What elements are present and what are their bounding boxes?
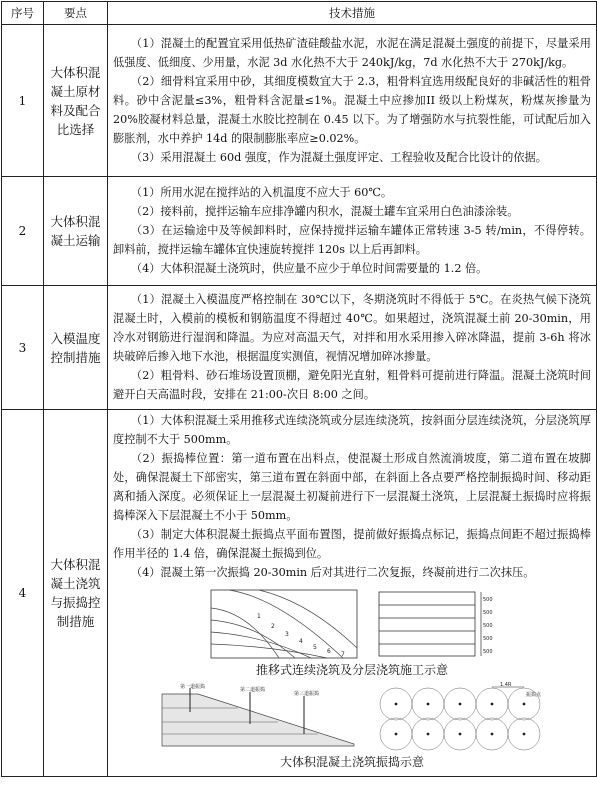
thickness-label: 500 — [483, 597, 493, 603]
row-measures — [108, 25, 597, 177]
row-key: 大体积混凝土浇筑与振捣控制措施 — [44, 410, 108, 777]
layer-label: 1 — [257, 613, 261, 620]
header-num: 序号 — [2, 2, 44, 25]
measure-paragraph: （2）细骨料宜采用中砂，其细度模数宜大于 2.3，粗骨料宜选用级配良好的非碱活性的粗骨料。砂中含泥量≤3%，粗骨料含泥量≤1%。混凝土中应掺加II 级以上粉煤灰，粉煤灰掺量为 20%胶凝材料总量，混凝土水胶比控制在 0.45 以下。为了增强防水与抗裂性能，可试配后加入膨胀剂，水中养护 14d 的限制膨胀率应≥0.02%。 — [113, 74, 591, 145]
row-number: 2 — [2, 177, 44, 286]
sloped-layer-pour-figure — [209, 588, 359, 660]
row-measures — [108, 177, 597, 286]
thickness-label: 500 — [483, 649, 493, 655]
figure-caption: 大体积混凝土浇筑振捣示意 — [279, 755, 424, 769]
row-key: 入模温度控制措施 — [44, 286, 108, 410]
table-row — [2, 177, 597, 286]
measure-paragraph: （1）大体积混凝土采用推移式连续浇筑或分层连续浇筑，按斜面分层连续浇筑，分层浇筑厚度控制不大于 500mm。 — [113, 414, 591, 446]
measure-paragraph: （1）混凝土入模温度严格控制在 30℃以下，冬期浇筑时不得低于 5℃。在炎热气候下浇筑混凝土时，入模前的模板和钢筋温度不得超过 40℃。如果超过，浇筑混凝土前 20-30min，用冷水对钢筋进行湿润和降温。为应对高温天气，对拌和用水采用掺入碎冰降温，提前 3-6h 将冰块破碎后掺入地下水池，根据温度实测值，视情况增加碎冰掺量。 — [113, 293, 591, 363]
layered-pour-figure — [377, 588, 495, 660]
header-key: 要点 — [44, 2, 108, 25]
measure-paragraph: （2）振捣棒位置：第一道布置在出料点，使混凝土形成自然流淌坡度，第二道布置在坡脚处，确保混凝土下部密实，第三道布置在斜面中部，在斜面上各点要严格控制振捣时间、移动距离和插入深度。必须保证上一层混凝土初凝前进行下一层混凝土浇筑，上层混凝土振捣时应将振捣棒深入下层混凝土不小于 50mm。 — [113, 452, 591, 522]
layer-label: 3 — [285, 631, 289, 638]
layer-label: 2 — [271, 623, 275, 630]
table-row — [2, 25, 597, 177]
vibration-section-figure — [158, 682, 358, 752]
row-measures — [108, 286, 597, 410]
point-label: 振捣点 — [526, 692, 542, 698]
measure-paragraph: （1）混凝土的配置宜采用低热矿渣硅酸盐水泥，水泥在满足混凝土强度的前提下，尽量采用低强度、低细度、少用量，水泥 3d 水化热不大于 240kJ/kg，7d 水化热不大于 270kJ/kg。 — [113, 36, 591, 69]
thickness-label: 500 — [483, 623, 493, 629]
row-number: 1 — [2, 25, 44, 177]
figure-row-2 — [113, 682, 591, 752]
measure-paragraph: （3）采用混凝土 60d 强度，作为混凝土强度评定、工程验收及配合比设计的依据。 — [130, 150, 547, 164]
layer-label: 4 — [299, 638, 303, 645]
header-measures: 技术措施 — [108, 2, 597, 25]
layer-label: 5 — [313, 644, 317, 651]
measure-paragraph: （1）所用水泥在搅拌站的入机温度不应大于 60℃。 — [130, 186, 393, 199]
table-row — [2, 410, 597, 777]
spacing-label: 1.4R — [500, 682, 512, 688]
row-key: 大体积混凝土原材料及配合比选择 — [44, 25, 108, 177]
vibrator-label: 第二道振捣 — [240, 687, 266, 693]
row-number: 4 — [2, 410, 44, 777]
measures-table — [1, 1, 597, 777]
measure-paragraph: （3）在运输途中及等候卸料时，应保持搅拌运输车罐体正常转速 3-5 转/min，不得停转。卸料前，搅拌运输车罐体宜快速旋转搅拌 120s 以上后再卸料。 — [113, 224, 591, 256]
table-header-row — [2, 2, 597, 25]
layer-label: 7 — [341, 651, 345, 658]
row-number: 3 — [2, 286, 44, 410]
measure-paragraph: （4）大体积混凝土浇筑时，供应量不应少于单位时间需要量的 1.2 倍。 — [130, 262, 488, 275]
measure-paragraph: （2）粗骨料、砂石堆场设置顶棚，避免阳光直射，粗骨料可提前进行降温。混凝土浇筑时间避开白天高温时段，安排在 21:00-次日 8:00 之间。 — [113, 369, 591, 401]
thickness-label: 500 — [483, 610, 493, 616]
measure-paragraph: （3）制定大体积混凝土振捣点平面布置图，提前做好振捣点标记，振捣点间距不超过振捣棒作用半径的 1.4 倍，确保混凝土振捣到位。 — [113, 528, 591, 560]
measure-paragraph: （4）混凝土第一次振捣 20-30min 后对其进行二次复振，终凝前进行二次抹压。 — [130, 566, 535, 579]
vibrator-label: 第三道振捣 — [294, 691, 320, 697]
vibration-point-plan-figure — [376, 682, 546, 752]
vibrator-label: 第一道振捣 — [180, 684, 206, 690]
figure-row-1 — [113, 588, 591, 660]
thickness-label: 500 — [483, 636, 493, 642]
figure-caption: 推移式连续浇筑及分层浇筑施工示意 — [255, 663, 448, 677]
measure-paragraph: （2）接料前，搅拌运输车应排净罐内积水，混凝土罐车宜采用白色油漆涂装。 — [130, 205, 519, 218]
row-key: 大体积混凝土运输 — [44, 177, 108, 286]
layer-label: 6 — [327, 648, 331, 655]
row-measures — [108, 410, 597, 777]
table-row — [2, 286, 597, 410]
